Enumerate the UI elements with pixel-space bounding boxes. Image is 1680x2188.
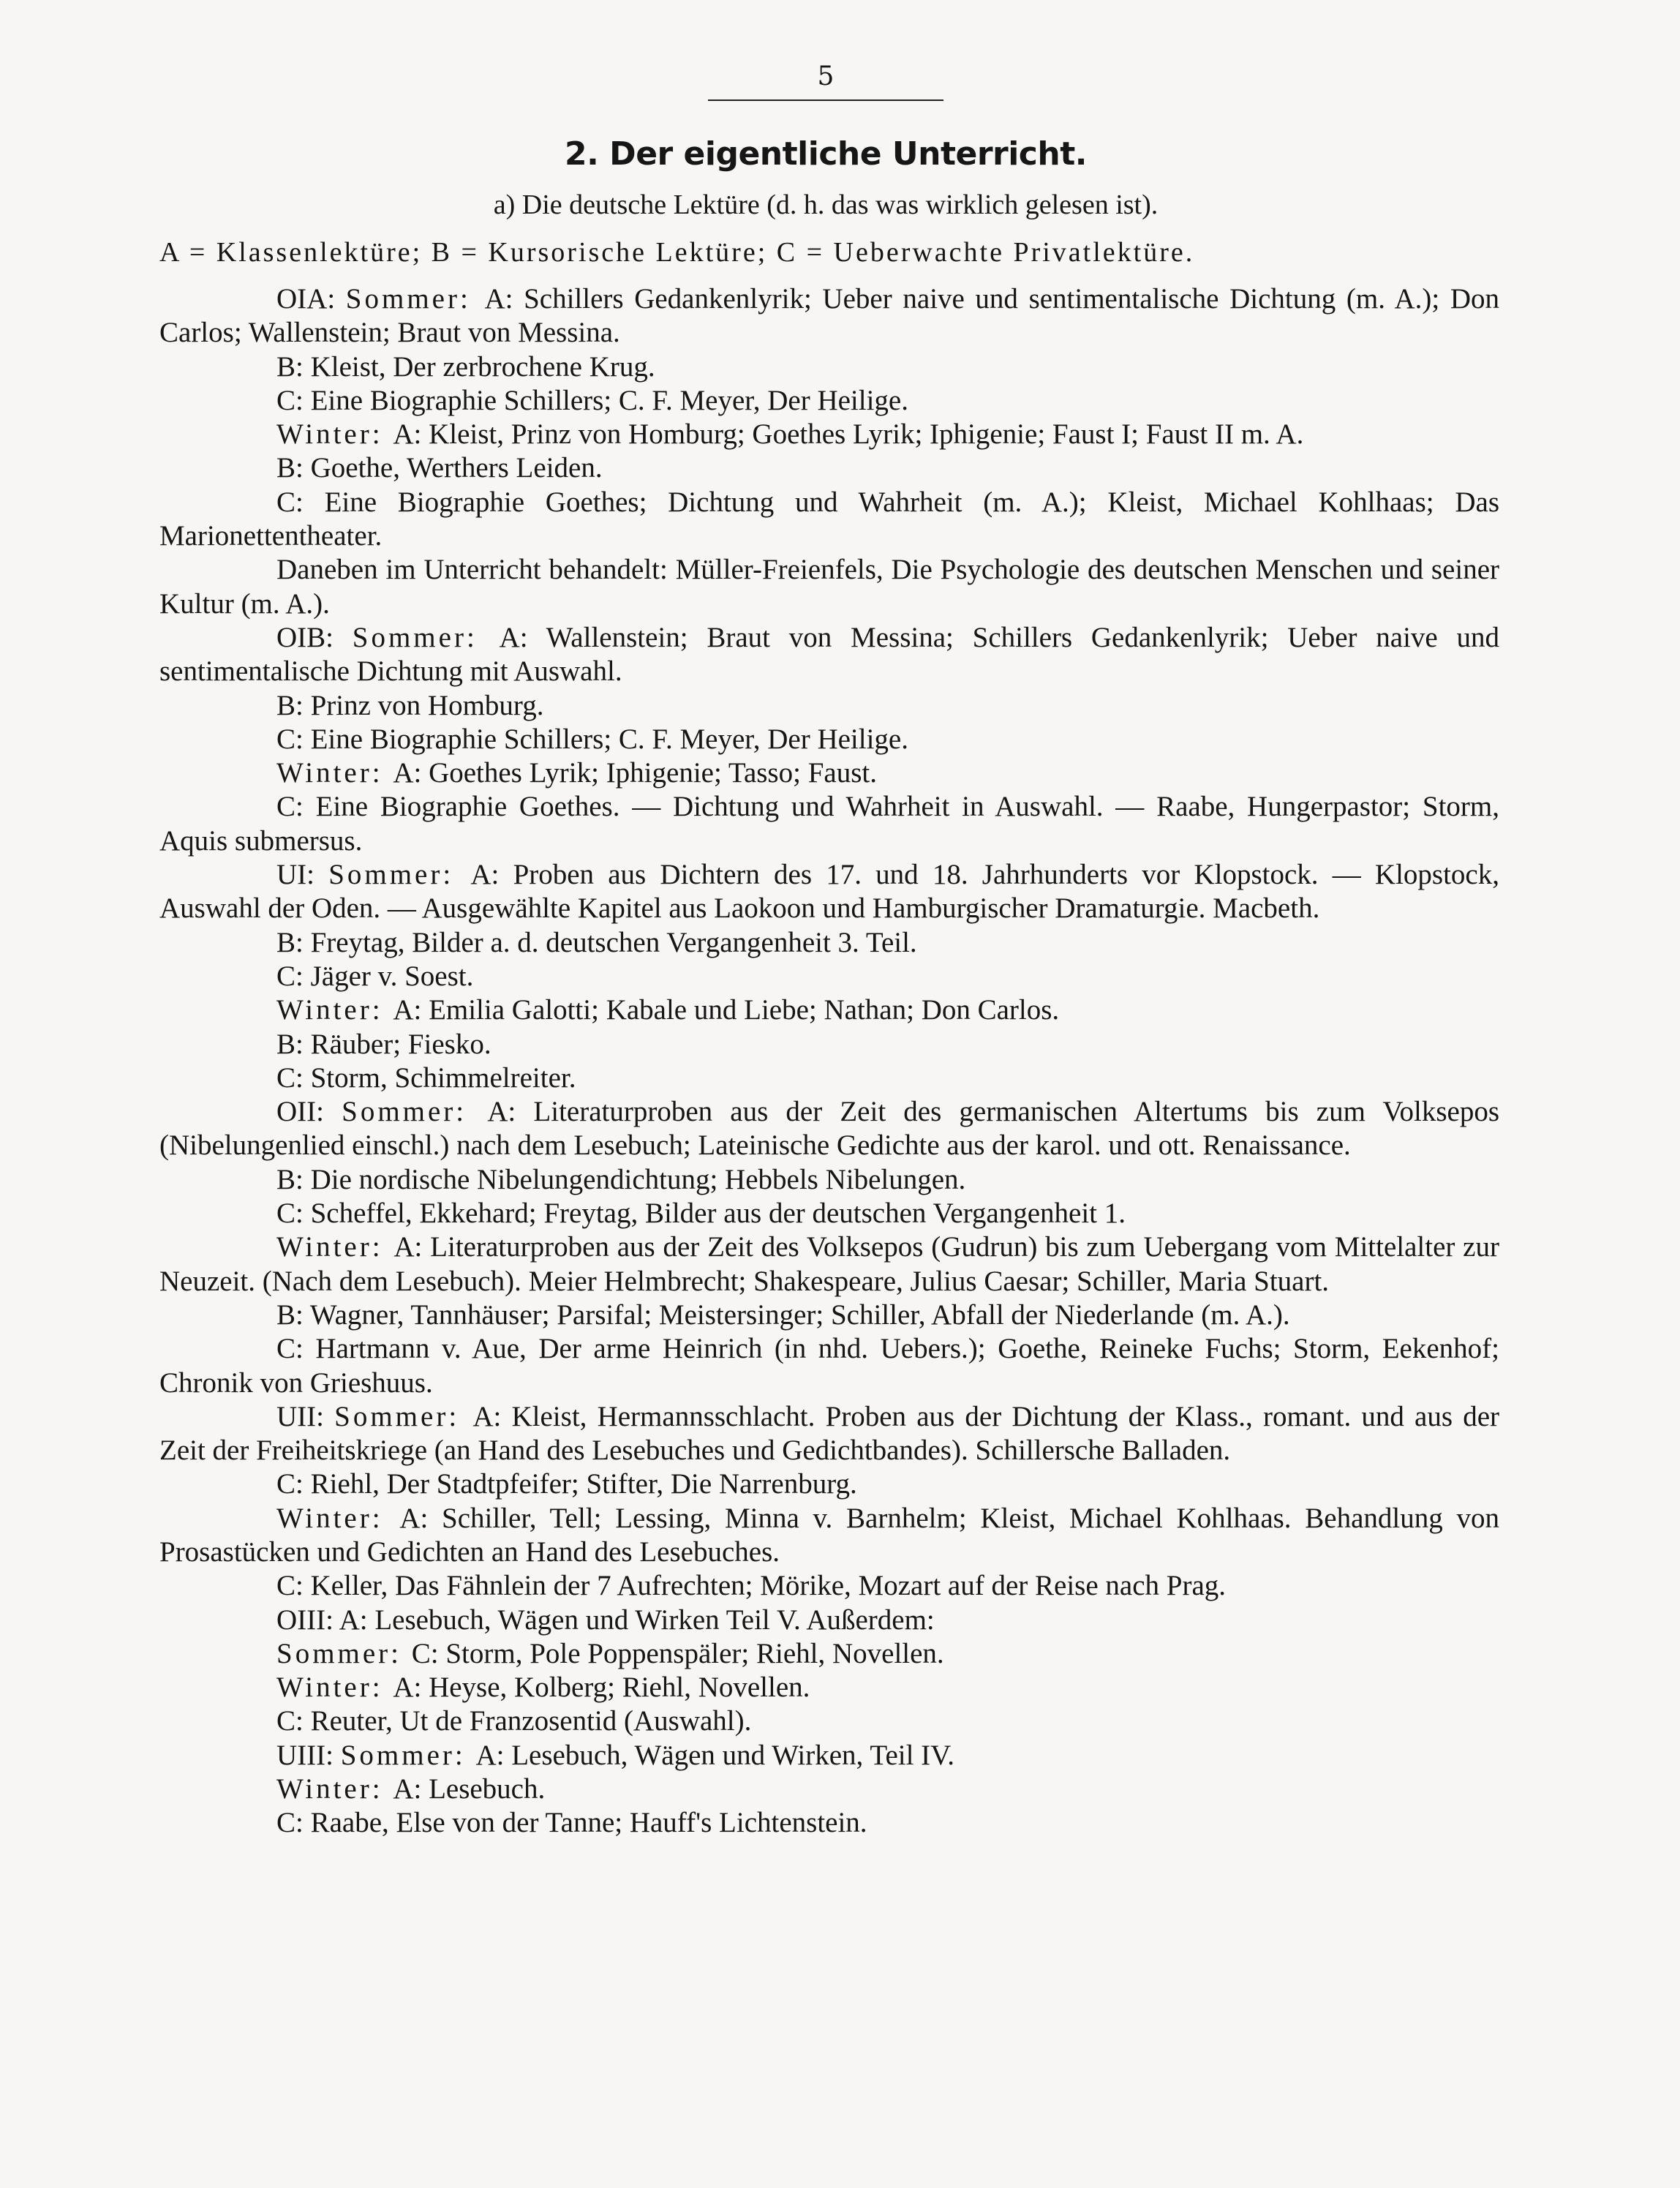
class-label: OIA: xyxy=(276,283,346,315)
section-subheading: a) Die deutsche Lektüre (d. h. das was wirklich gelesen ist). xyxy=(493,189,1159,220)
term-label: Sommer: xyxy=(352,621,500,653)
entry-text: A: Proben aus Dichtern des 17. und 18. Jahrhunderts vor Klopstock. — Klopstock, Auswahl der Oden. — Ausgewählte Kapitel aus Laokoon und Hamburgischer Dramaturgie. Macbeth. xyxy=(159,859,1499,925)
reading-entry xyxy=(159,1095,1499,1163)
entry-text: C: Eine Biographie Goethes. — Dichtung und Wahrheit in Auswahl. — Raabe, Hungerpastor; Storm, Aquis submersus. xyxy=(159,791,1499,857)
entry-text: B: Räuber; Fiesko. xyxy=(276,1028,491,1060)
entry-text: A: Emilia Galotti; Kabale und Liebe; Nathan; Don Carlos. xyxy=(393,994,1060,1026)
entry-text: A: Schiller, Tell; Lessing, Minna v. Barnhelm; Kleist, Michael Kohlhaas. Behandlung von Prosastücken und Gedichten an Hand des Lesebuches. xyxy=(159,1502,1499,1568)
reading-entry xyxy=(159,384,1499,418)
entry-text: A: Literaturproben aus der Zeit des Volksepos (Gudrun) bis zum Uebergang vom Mittelalter zur Neuzeit. (Nach dem Lesebuch). Meier Helmbrecht; Shakespeare, Julius Caesar; Schiller, Maria Stuart. xyxy=(159,1231,1499,1297)
term-label: Winter: xyxy=(276,757,393,789)
entry-text: C: Jäger v. Soest. xyxy=(276,960,474,992)
entry-text: A: Wallenstein; Braut von Messina; Schillers Gedankenlyrik; Ueber naive und sentimentalische Dichtung mit Auswahl. xyxy=(159,621,1499,688)
entry-text: C: Storm, Pole Poppenspäler; Riehl, Novellen. xyxy=(411,1637,944,1669)
entry-text: C: Scheffel, Ekkehard; Freytag, Bilder aus der deutschen Vergangenheit 1. xyxy=(276,1198,1126,1230)
reading-entry xyxy=(159,1739,1499,1772)
entry-text: C: Eine Biographie Schillers; C. F. Meyer, Der Heilige. xyxy=(276,384,908,416)
reading-entry xyxy=(159,1467,1499,1501)
header-rule xyxy=(708,99,943,101)
entry-text: C: Riehl, Der Stadtpfeifer; Stifter, Die Narrenburg. xyxy=(276,1468,857,1500)
term-label: Winter: xyxy=(276,1773,393,1805)
reading-entry xyxy=(159,790,1499,858)
reading-entry xyxy=(159,1028,1499,1061)
reading-list xyxy=(159,282,1499,1841)
entry-text: A: Lesebuch, Wägen und Wirken, Teil IV. xyxy=(475,1739,955,1771)
reading-entry xyxy=(159,1230,1499,1298)
entry-text: A: Lesebuch, Wägen und Wirken Teil V. Außerdem: xyxy=(339,1604,935,1636)
reading-entry xyxy=(159,1671,1499,1704)
section-heading: 2. Der eigentliche Unterricht. xyxy=(565,135,1087,173)
reading-entry xyxy=(159,1163,1499,1197)
reading-entry xyxy=(159,1806,1499,1840)
entry-text: C: Storm, Schimmelreiter. xyxy=(276,1061,576,1094)
reading-entry xyxy=(159,1604,1499,1637)
reading-entry xyxy=(159,1061,1499,1095)
entry-text: B: Freytag, Bilder a. d. deutschen Vergangenheit 3. Teil. xyxy=(276,926,917,958)
entry-text: A: Kleist, Hermannsschlacht. Proben aus der Dichtung der Klass., romant. und aus der Zeit der Freiheitskriege (an Hand des Lesebuches und Gedichtbandes). Schillersche Balladen. xyxy=(159,1400,1499,1467)
category-legend: A = Klassenlektüre; B = Kursorische Lektüre; C = Ueberwachte Privatlektüre. xyxy=(159,237,1195,268)
reading-entry xyxy=(159,1298,1499,1332)
reading-entry xyxy=(159,282,1499,350)
entry-text: Daneben im Unterricht behandelt: Müller-Freienfels, Die Psychologie des deutschen Menschen und seiner Kultur (m. A.). xyxy=(159,554,1499,620)
reading-entry xyxy=(159,1569,1499,1603)
term-label: Sommer: xyxy=(342,1096,488,1128)
reading-entry xyxy=(159,858,1499,926)
term-label: Winter: xyxy=(276,1672,393,1704)
reading-entry xyxy=(159,1332,1499,1400)
entry-text: B: Die nordische Nibelungendichtung; Hebbels Nibelungen. xyxy=(276,1163,966,1195)
reading-entry xyxy=(159,1772,1499,1806)
reading-entry xyxy=(159,1704,1499,1738)
class-label: OIII: xyxy=(276,1604,339,1636)
term-label: Sommer: xyxy=(276,1637,412,1669)
entry-text: A: Heyse, Kolberg; Riehl, Novellen. xyxy=(393,1672,810,1704)
reading-entry xyxy=(159,723,1499,756)
entry-text: C: Raabe, Else von der Tanne; Hauff's Lichtenstein. xyxy=(276,1807,867,1839)
reading-entry xyxy=(159,960,1499,993)
entry-text: A: Literaturproben aus der Zeit des germanischen Altertums bis zum Volksepos (Nibelungenlied einschl.) nach dem Lesebuch; Lateinische Gedichte aus der karol. und ott. Renaissance. xyxy=(159,1096,1499,1162)
class-label: UI: xyxy=(276,859,329,891)
reading-entry xyxy=(159,1400,1499,1468)
term-label: Winter: xyxy=(276,418,393,451)
reading-entry xyxy=(159,926,1499,960)
entry-text: A: Goethes Lyrik; Iphigenie; Tasso; Faust. xyxy=(393,757,877,789)
reading-entry xyxy=(159,993,1499,1027)
term-label: Sommer: xyxy=(334,1400,473,1432)
class-label: UIII: xyxy=(276,1739,341,1771)
reading-entry xyxy=(159,451,1499,485)
entry-text: C: Hartmann v. Aue, Der arme Heinrich (in nhd. Uebers.); Goethe, Reineke Fuchs; Storm, Eekenhof; Chronik von Grieshuus. xyxy=(159,1333,1499,1399)
reading-entry xyxy=(159,350,1499,384)
reading-entry xyxy=(159,756,1499,790)
entry-text: C: Eine Biographie Goethes; Dichtung und Wahrheit (m. A.); Kleist, Michael Kohlhaas; Das Marionettentheater. xyxy=(159,486,1499,552)
term-label: Sommer: xyxy=(340,1739,476,1771)
reading-entry xyxy=(159,621,1499,689)
reading-entry xyxy=(159,553,1499,621)
reading-entry xyxy=(159,689,1499,723)
entry-text: C: Reuter, Ut de Franzosentid (Auswahl). xyxy=(276,1705,752,1737)
entry-text: C: Eine Biographie Schillers; C. F. Meyer, Der Heilige. xyxy=(276,723,908,755)
entry-text: A: Lesebuch. xyxy=(393,1773,546,1805)
term-label: Sommer: xyxy=(345,283,485,315)
class-label: OIB: xyxy=(276,621,353,653)
entry-text: B: Prinz von Homburg. xyxy=(276,689,544,721)
entry-text: B: Wagner, Tannhäuser; Parsifal; Meistersinger; Schiller, Abfall der Niederlande (m. A.). xyxy=(276,1298,1290,1331)
class-label: OII: xyxy=(276,1096,342,1128)
term-label: Sommer: xyxy=(328,859,471,891)
class-label: UII: xyxy=(276,1400,335,1432)
entry-text: C: Keller, Das Fähnlein der 7 Aufrechten; Mörike, Mozart auf der Reise nach Prag. xyxy=(276,1570,1227,1602)
entry-text: B: Kleist, Der zerbrochene Krug. xyxy=(276,350,655,383)
reading-entry xyxy=(159,418,1499,451)
page-number: 5 xyxy=(817,61,835,91)
entry-text: B: Goethe, Werthers Leiden. xyxy=(276,452,603,484)
term-label: Winter: xyxy=(276,1502,400,1534)
entry-text: A: Kleist, Prinz von Homburg; Goethes Lyrik; Iphigenie; Faust I; Faust II m. A. xyxy=(393,418,1304,451)
reading-entry xyxy=(159,1502,1499,1570)
reading-entry xyxy=(159,486,1499,554)
term-label: Winter: xyxy=(276,994,393,1026)
entry-text: A: Schillers Gedankenlyrik; Ueber naive und sentimentalische Dichtung (m. A.); Don Carlos; Wallenstein; Braut von Messina. xyxy=(159,283,1500,349)
reading-entry xyxy=(159,1637,1499,1671)
reading-entry xyxy=(159,1197,1499,1230)
term-label: Winter: xyxy=(276,1231,394,1263)
